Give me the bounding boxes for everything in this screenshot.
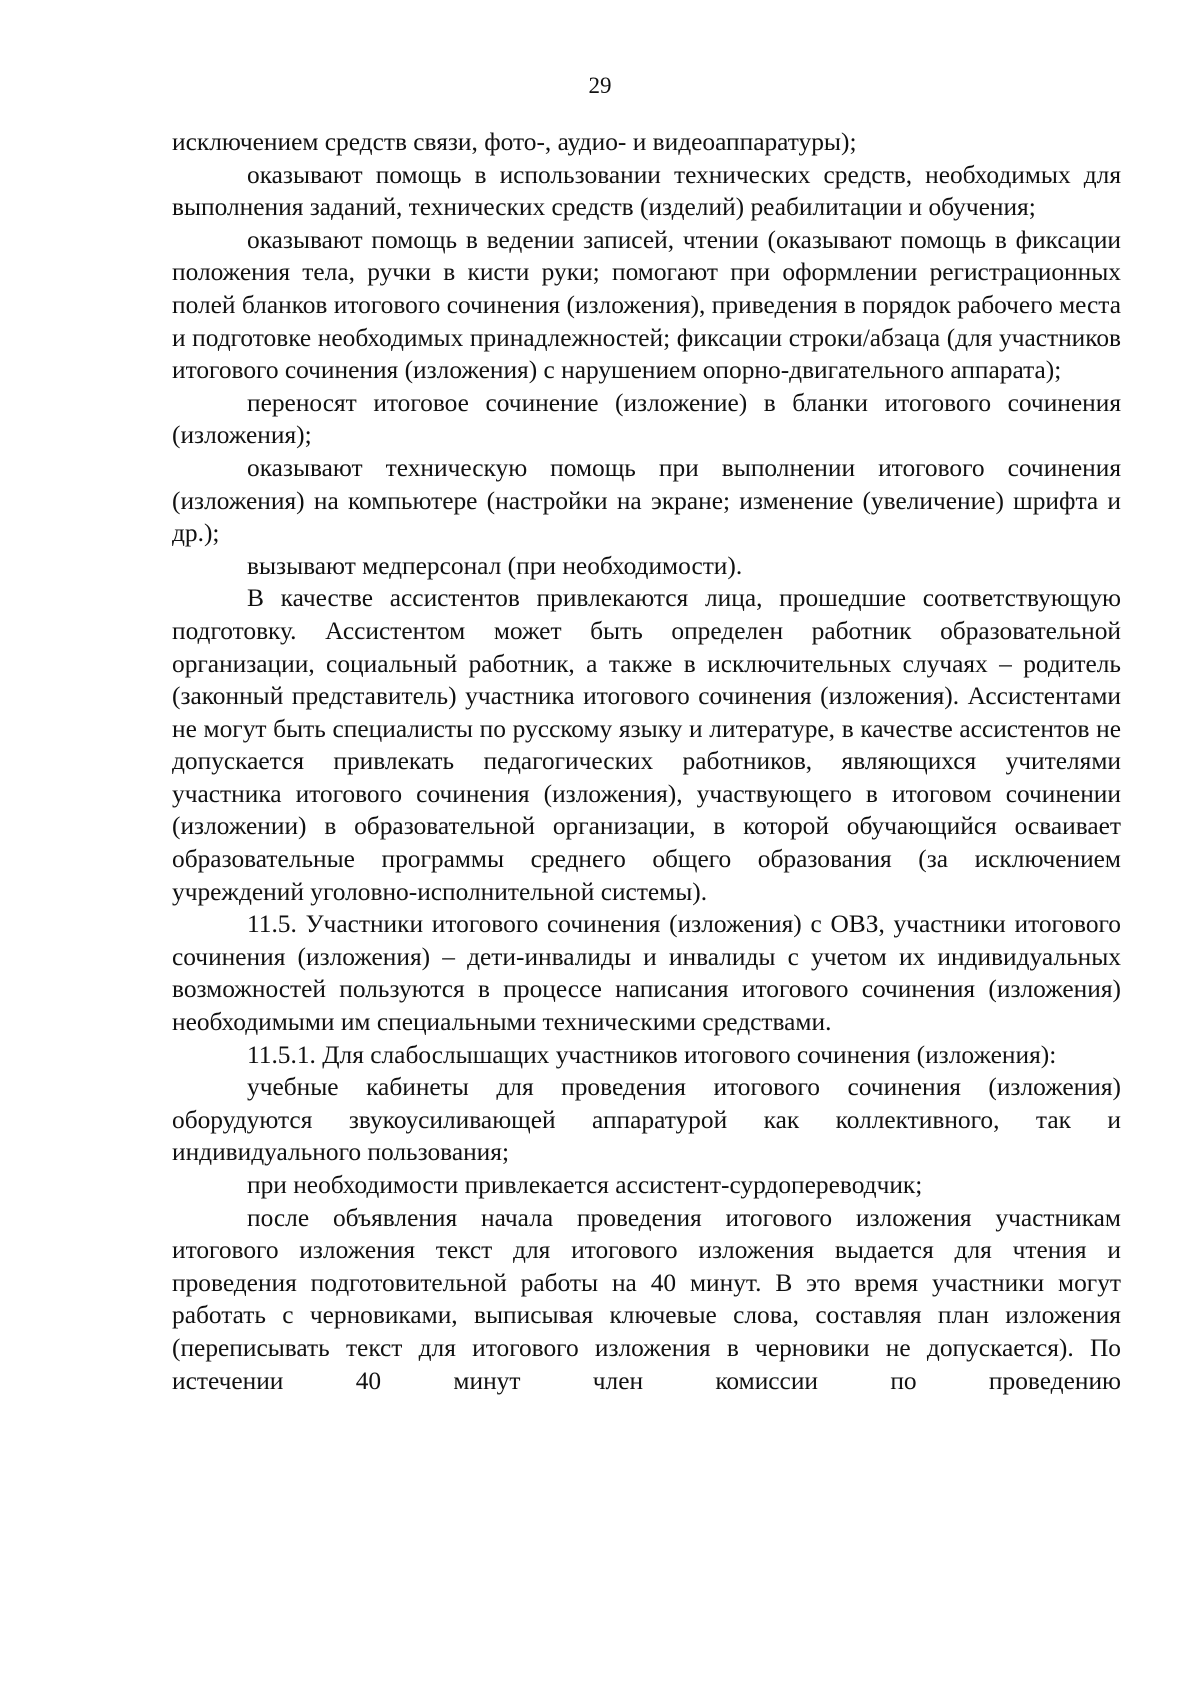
document-body bbox=[172, 126, 1121, 1397]
paragraph: оказывают помощь в ведении записей, чтении (оказывают помощь в фиксации положения тела, ручки в кисти руки; помогают при оформлении регистрационных полей бланков итогового сочинения (изложения), приведения в порядок рабочего места и подготовке необходимых принадлежностей; фиксации строки/абзаца (для участников итогового сочинения (изложения) с нарушением опорно-двигательного аппарата); bbox=[172, 225, 1121, 385]
paragraph: учебные кабинеты для проведения итогового сочинения (изложения) оборудуются звукоусиливающей аппаратурой как коллективного, так и индивидуального пользования; bbox=[172, 1073, 1121, 1167]
paragraph: оказывают помощь в использовании технических средств, необходимых для выполнения заданий, технических средств (изделий) реабилитации и обучения; bbox=[172, 160, 1121, 222]
paragraph: исключением средств связи, фото-, аудио- и видеоаппаратуры); bbox=[172, 128, 857, 156]
paragraph: переносят итоговое сочинение (изложение) в бланки итогового сочинения (изложения); bbox=[172, 388, 1121, 450]
section-paragraph: 11.5. Участники итогового сочинения (изложения) с ОВЗ, участники итогового сочинения (изложения) – дети-инвалиды и инвалиды с учетом их индивидуальных возможностей пользуются в процессе написания итогового сочинения (изложения) необходимыми им специальными техническими средствами. bbox=[172, 910, 1121, 1037]
paragraph: после объявления начала проведения итогового изложения участникам итогового изложения текст для итогового изложения выдается для чтения и проведения подготовительной работы на 40 минут. В это время участники могут работать с черновиками, выписывая ключевые слова, составляя план изложения (переписывать текст для итогового изложения в черновики не допускается). По истечении 40 минут член комиссии по проведению bbox=[172, 1203, 1121, 1395]
section-paragraph: 11.5.1. Для слабослышащих участников итогового сочинения (изложения): bbox=[247, 1040, 1057, 1069]
paragraph: вызывают медперсонал (при необходимости). bbox=[247, 551, 743, 580]
paragraph: В качестве ассистентов привлекаются лица, прошедшие соответствующую подготовку. Ассистентом может быть определен работник образовательной организации, социальный работник, а также в исключительных случаях – родитель (законный представитель) участника итогового сочинения (изложения). Ассистентами не могут быть специалисты по русскому языку и литературе, в качестве ассистентов не допускается привлекать педагогических работников, являющихся учителями участника итогового сочинения (изложения), участвующего в итоговом сочинении (изложении) в образовательной организации, в которой обучающийся осваивает образовательные программы среднего общего образования (за исключением учреждений уголовно-исполнительной системы). bbox=[172, 584, 1121, 906]
paragraph: оказывают техническую помощь при выполнении итогового сочинения (изложения) на компьютере (настройки на экране; изменение (увеличение) шрифта и др.); bbox=[172, 453, 1121, 548]
page-number: 29 bbox=[588, 73, 612, 98]
paragraph: при необходимости привлекается ассистент-сурдопереводчик; bbox=[247, 1171, 923, 1199]
